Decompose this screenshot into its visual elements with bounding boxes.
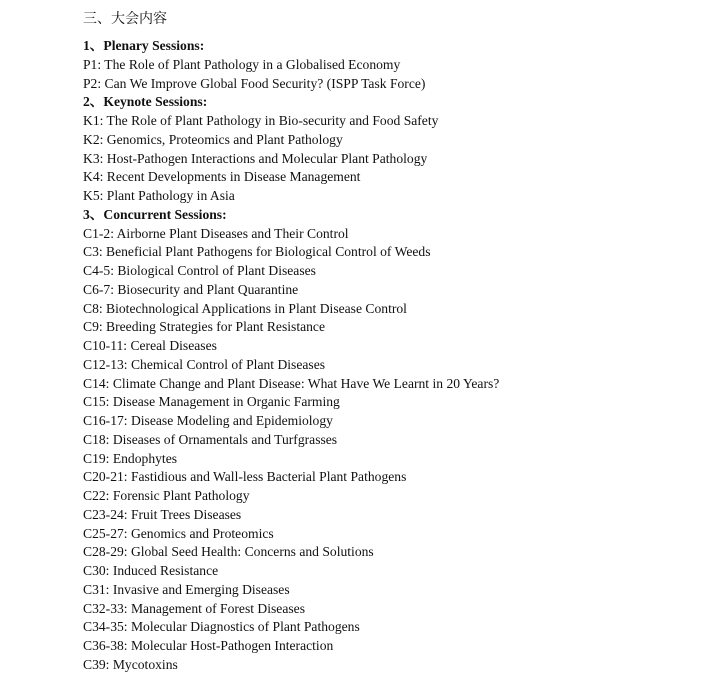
- session-item: C34-35: Molecular Diagnostics of Plant Pathogens: [83, 619, 360, 635]
- session-item: C28-29: Global Seed Health: Concerns and Solutions: [83, 544, 374, 560]
- session-item: C15: Disease Management in Organic Farming: [83, 394, 340, 410]
- session-item: C30: Induced Resistance: [83, 563, 219, 578]
- session-heading: 3、Concurrent Sessions:: [83, 206, 227, 222]
- session-item: K4: Recent Developments in Disease Management: [83, 169, 361, 185]
- session-item: C18: Diseases of Ornamentals and Turfgrasses: [83, 431, 338, 447]
- session-item: K1: The Role of Plant Pathology in Bio-security and Food Safety: [83, 113, 439, 128]
- session-item: K2: Genomics, Proteomics and Plant Pathology: [83, 131, 343, 147]
- session-heading: 2、Keynote Sessions:: [83, 94, 208, 110]
- session-item: C4-5: Biological Control of Plant Diseases: [83, 263, 316, 278]
- session-item: C14: Climate Change and Plant Disease: What Have We Learnt in 20 Years?: [83, 375, 500, 391]
- session-item: C1-2: Airborne Plant Diseases and Their Control: [83, 225, 349, 241]
- session-item: C19: Endophytes: [83, 450, 178, 466]
- session-item: C39: Mycotoxins: [83, 656, 178, 672]
- session-item: C32-33: Management of Forest Diseases: [83, 600, 305, 616]
- session-item: C20-21: Fastidious and Wall-less Bacterial Plant Pathogens: [83, 469, 407, 485]
- document-body: [83, 6, 723, 675]
- session-item: C12-13: Chemical Control of Plant Diseases: [83, 356, 326, 372]
- session-item: C16-17: Disease Modeling and Epidemiology: [83, 413, 333, 428]
- session-item: P1: The Role of Plant Pathology in a Globalised Economy: [83, 56, 401, 72]
- session-item: C36-38: Molecular Host-Pathogen Interaction: [83, 638, 334, 653]
- session-item: C23-24: Fruit Trees Diseases: [83, 506, 242, 522]
- session-heading: 1、Plenary Sessions:: [83, 38, 205, 53]
- session-item: K5: Plant Pathology in Asia: [83, 188, 235, 203]
- session-item: C3: Beneficial Plant Pathogens for Biological Control of Weeds: [83, 244, 431, 260]
- session-list: [83, 37, 723, 675]
- session-item: C22: Forensic Plant Pathology: [83, 488, 250, 503]
- session-item: C25-27: Genomics and Proteomics: [83, 525, 274, 541]
- session-item: K3: Host-Pathogen Interactions and Molecular Plant Pathology: [83, 150, 428, 166]
- section-title: 三、大会内容: [83, 11, 167, 27]
- session-item: C6-7: Biosecurity and Plant Quarantine: [83, 281, 299, 297]
- session-item: C9: Breeding Strategies for Plant Resistance: [83, 319, 325, 335]
- session-item: C31: Invasive and Emerging Diseases: [83, 581, 290, 597]
- session-item: C10-11: Cereal Diseases: [83, 338, 217, 353]
- session-item: P2: Can We Improve Global Food Security? (ISPP Task Force): [83, 75, 426, 91]
- session-item: C8: Biotechnological Applications in Plant Disease Control: [83, 300, 407, 316]
